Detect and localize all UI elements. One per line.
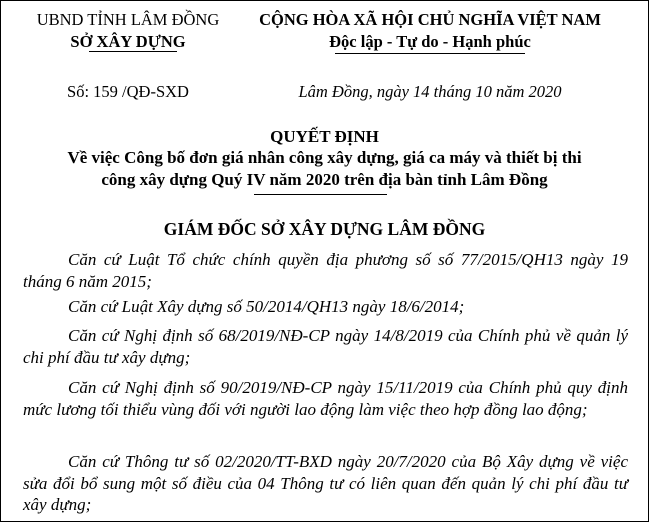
nation-line1: CỘNG HÒA XÃ HỘI CHỦ NGHĨA VIỆT NAM [259,10,601,29]
authority-heading: GIÁM ĐỐC SỞ XÂY DỰNG LÂM ĐỒNG [163,219,486,239]
basis-paragraph-4: Căn cứ Nghị định số 90/2019/NĐ-CP ngày 15/11/2019 của Chính phủ quy định mức lương tối thiểu vùng đối với người lao động làm việc theo hợp đồng lao động; [23,378,628,419]
place-date: Lâm Đồng, ngày 14 tháng 10 năm 2020 [298,82,562,101]
nation-motto [229,9,631,53]
nation-line2: Độc lập - Tự do - Hạnh phúc [329,32,531,51]
doc-number: Số: 159 /QĐ-SXD [67,82,189,101]
basis-paragraph-3: Căn cứ Nghị định số 68/2019/NĐ-CP ngày 14/8/2019 của Chính phủ về quản lý chi phí đầu tư xây dựng; [23,326,628,367]
agency-line2-text: SỞ XÂY DỰNG [70,32,186,51]
decision-heading: QUYẾT ĐỊNH [270,127,379,146]
agency-line2 [19,31,237,53]
decision-subject-line1: Về việc Công bố đơn giá nhân công xây dựng, giá ca máy và thiết bị thi [67,148,582,167]
basis-paragraph-1: Căn cứ Luật Tổ chức chính quyền địa phương số số 77/2015/QH13 ngày 19 tháng 6 năm 2015; [23,250,628,291]
agency-line1: UBND TỈNH LÂM ĐỒNG [36,10,220,29]
decision-subject-line2: công xây dựng Quý IV năm 2020 trên địa bàn tỉnh Lâm Đồng [101,170,548,189]
subject-underline [254,194,387,195]
basis-paragraph-2: Căn cứ Luật Xây dựng số 50/2014/QH13 ngày 18/6/2014; [68,297,465,316]
agency-name [19,9,237,53]
motto-underline [335,53,525,54]
agency-underline [89,51,177,52]
basis-paragraph-5: Căn cứ Thông tư số 02/2020/TT-BXD ngày 20/7/2020 của Bộ Xây dựng về việc sửa đổi bổ sung một số điều của 04 Thông tư có liên quan đến quản lý chi phí đầu tư xây dựng; [23,452,628,514]
